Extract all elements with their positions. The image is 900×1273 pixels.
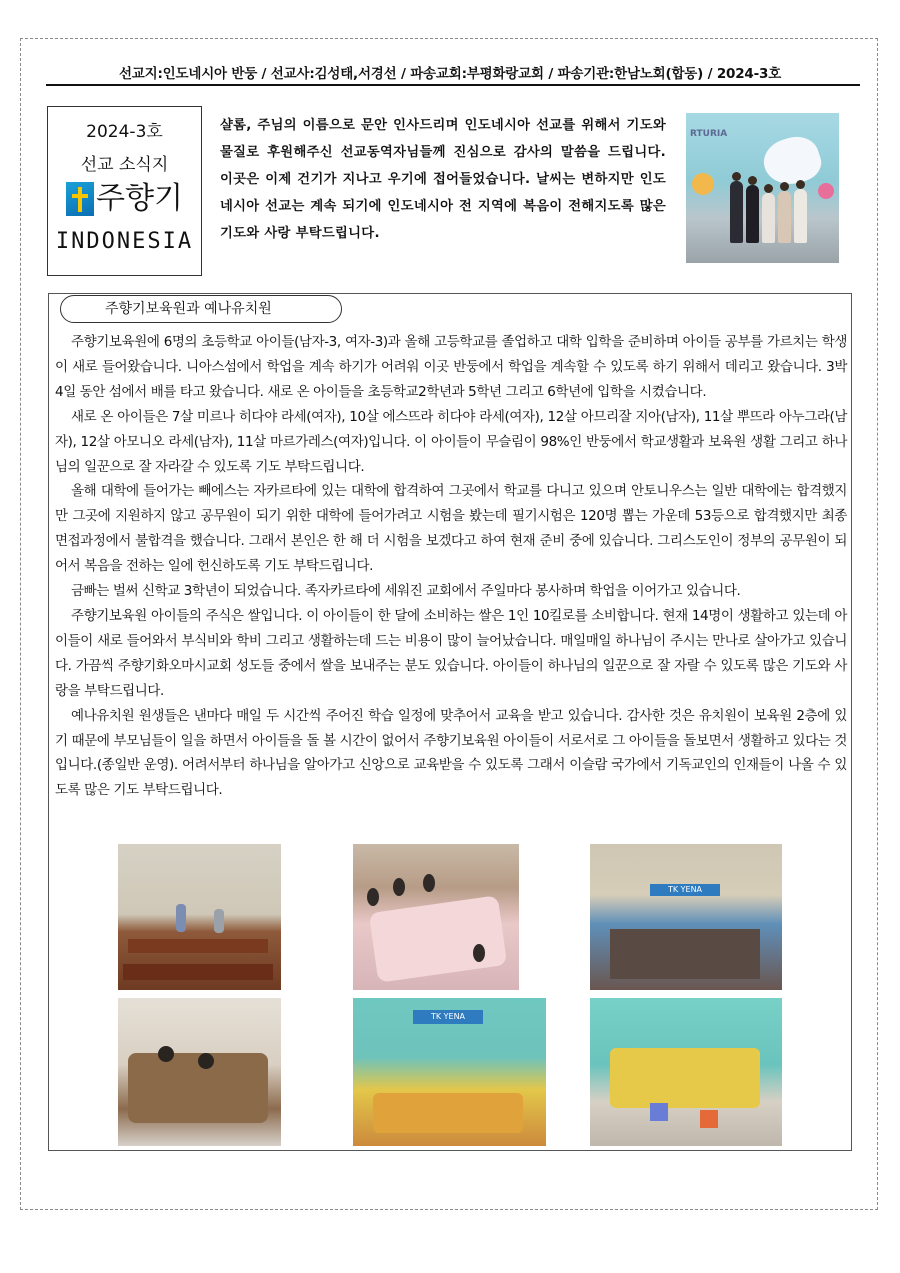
article-paragraph: 예나유치원 원생들은 낸마다 매일 두 시간씩 주어진 학습 일정에 맞추어서 교육을 받고 있습니다. 감사한 것은 유치원이 보육원 2층에 있기 때문에 부모님들이 일을 하면서 아이들을 돌 볼 시간이 없어서 주향기보육원 아이들이 서로서로 그 아이들을 돌보면서 생활하고 있다는 것입니다.(종일반 운영). 어려서부터 하나님을 알아가고 신앙으로 교육받을 수 있도록 그래서 이슬람 국가에서 기독교인의 인재들이 나올 수 있도록 많은 기도 부탁드립니다. bbox=[55, 707, 847, 799]
gallery-photo-uniform-children bbox=[118, 998, 281, 1146]
person-figure bbox=[778, 191, 791, 243]
person-figure bbox=[730, 181, 743, 243]
child-head bbox=[158, 1046, 174, 1062]
section-title: 주향기보육원과 예나유치원 bbox=[60, 295, 342, 323]
wing-mural bbox=[758, 130, 825, 191]
student-head bbox=[473, 944, 485, 962]
header-info-line: 선교지:인도네시아 반둥 / 선교사:김성태,서경선 / 파송교회:부평화랑교회 / 파송기관:한남노회(합동) / 2024-3호 bbox=[118, 66, 782, 82]
table-cloth bbox=[369, 895, 507, 982]
gallery-photo-study-table bbox=[353, 844, 519, 990]
chair bbox=[700, 1110, 718, 1128]
gallery-photo-classroom-chairs bbox=[590, 998, 782, 1146]
photo-sign: RTURIA bbox=[690, 129, 728, 139]
newsletter-label: 선교 소식지 bbox=[80, 155, 169, 175]
mural-flower bbox=[692, 173, 714, 195]
student-head bbox=[393, 878, 405, 896]
intro-photo bbox=[686, 113, 839, 263]
title-box bbox=[47, 106, 202, 276]
article-paragraph: 새로 온 아이들은 7살 미르나 히다야 라세(여자), 10살 에스뜨라 히다야 라세(여자), 12살 아므리잘 지아(남자), 11살 뿌뜨라 아누그라(남자), 12살 아모니오 라세(남자), 11살 마르가레스(여자)입니다. 이 아이들이 무슬림이 98%인 반둥에서 학교생활과 보육원 생활 그리고 하나님의 일꾼으로 잘 자라갈 수 있도록 기도 부탁드립니다. bbox=[55, 408, 847, 475]
article-body bbox=[55, 330, 847, 803]
kindergarten-banner: TK YENA bbox=[413, 1010, 483, 1024]
article-paragraph: 주향기보육원 아이들의 주식은 쌀입니다. 이 아이들이 한 달에 소비하는 쌀은 1인 10킬로를 소비합니다. 현재 14명이 생활하고 있는데 아이들이 새로 들어와서 부식비와 학비 그리고 생활하는데 드는 비용이 많이 늘어났습니다. 매일매일 하나님이 주시는 만나로 살아가고 있습니다. 가끔씩 주향기화오마시교회 성도들 중에서 쌀을 보내주는 분도 있습니다. 아이들이 하나님의 일꾼으로 잘 자랄 수 있도록 많은 기도와 사랑을 부탁드립니다. bbox=[55, 607, 847, 699]
article-paragraph: 주향기보육원에 6명의 초등학교 아이들(남자-3, 여자-3)과 올해 고등학교를 졸업하고 대학 입학을 준비하며 아이들 공부를 가르치는 학생이 새로 들어왔습니다. 니아스섬에서 학업을 계속 하기가 어려워 이곳 반둥에서 학업을 계속할 수 있도록 하기 위해서 데리고 왔습니다. 3박 4일 동안 섬에서 배를 타고 왔습니다. 새로 온 아이들을 초등학교2학년과 5학년 그리고 6학년에 입학을 시켰습니다. bbox=[55, 334, 847, 400]
issue-number: 2024-3호 bbox=[86, 122, 163, 142]
child-head bbox=[198, 1053, 214, 1069]
article-paragraph: 금빠는 벌써 신학교 3학년이 되었습니다. 족자카르타에 세워진 교회에서 주일마다 봉사하며 학업을 이어가고 있습니다. bbox=[71, 583, 741, 600]
kindergarten-banner: TK YENA bbox=[650, 884, 720, 896]
student-figure bbox=[176, 904, 186, 932]
student-head bbox=[367, 888, 379, 906]
person-figure bbox=[762, 193, 775, 243]
logo bbox=[48, 181, 201, 217]
gallery-photo-classroom bbox=[118, 844, 281, 990]
children-group bbox=[610, 1048, 760, 1108]
intro-text: 샬롬, 주님의 이름으로 문안 인사드리며 인도네시아 선교를 위해서 기도와 물질로 후원해주신 선교동역자님들께 진심으로 감사의 말씀을 드립니다. 이곳은 이제 건기가 지나고 우기에 접어들었습니다. 날씨는 변하지만 인도네시아 선교는 계속 되기에 인도네시아 전 지역에 복음이 전해지도록 많은 기도와 사랑 부탁드립니다. bbox=[220, 118, 666, 241]
children-group bbox=[610, 929, 760, 979]
gallery-photo-kindergarten-group bbox=[590, 844, 782, 990]
chair bbox=[650, 1103, 668, 1121]
desk-row bbox=[128, 939, 268, 953]
children-group bbox=[373, 1093, 523, 1133]
student-head bbox=[423, 874, 435, 892]
person-figure bbox=[794, 189, 807, 243]
country-label: INDONESIA bbox=[55, 229, 194, 254]
cross-logo-icon bbox=[66, 182, 94, 216]
header-rule bbox=[46, 84, 860, 86]
person-figure bbox=[746, 185, 759, 243]
logo-text: 주향기 bbox=[96, 181, 183, 216]
article-paragraph: 올해 대학에 들어가는 빼에스는 자카르타에 있는 대학에 합격하여 그곳에서 학교를 다니고 있으며 안토니우스는 일반 대학에는 합격했지만 그곳에 지원하지 않고 공무원이 되기 위한 대학에 들어가려고 시험을 봤는데 필기시험은 120명 뽑는 가운데 53등으로 합격했지만 최종 면접과정에서 불합격을 했습니다. 그래서 본인은 한 해 더 시험을 보겠다고 하여 현재 준비 중에 있습니다. 그리스도인이 정부의 공무원이 되어서 복음을 전하는 일에 헌신하도록 기도 부탁드립니다. bbox=[55, 483, 847, 575]
gallery-photo-kindergarten-class bbox=[353, 998, 546, 1146]
desk-row bbox=[123, 964, 273, 980]
student-figure bbox=[214, 909, 224, 933]
mural-flower bbox=[818, 183, 834, 199]
